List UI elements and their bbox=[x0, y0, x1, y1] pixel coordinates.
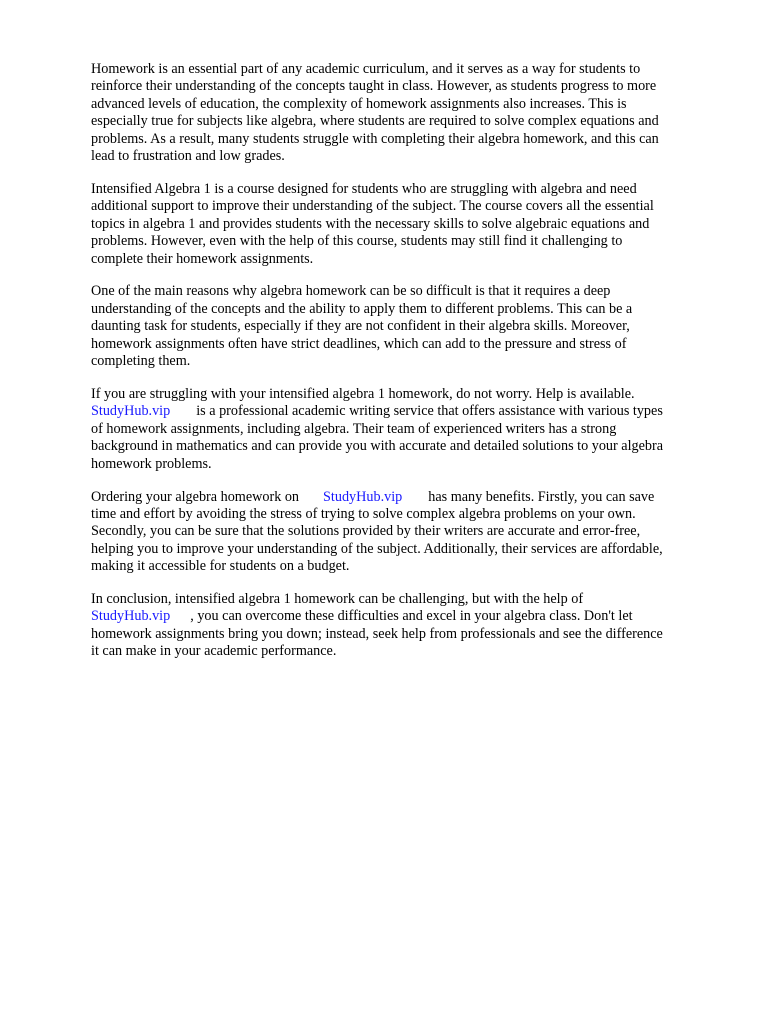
paragraph-conclusion bbox=[91, 591, 727, 661]
text-line bbox=[91, 489, 727, 506]
text-fragment: is a professional academic writing service that offers assistance with various types bbox=[196, 403, 663, 420]
studyhub-link[interactable]: StudyHub.vip bbox=[91, 608, 171, 625]
text-line: homework assignments often have strict deadlines, which can add to the pressure and stress of bbox=[91, 335, 627, 352]
paragraph-course bbox=[91, 181, 727, 268]
text-line: helping you to improve your understanding of the subject. Additionally, their services are affordable, bbox=[91, 540, 663, 557]
text-line: background in mathematics and can provide you with accurate and detailed solutions to your algebra bbox=[91, 438, 664, 455]
text-line: time and effort by avoiding the stress of trying to solve complex algebra problems on your own. bbox=[91, 505, 636, 522]
text-line: One of the main reasons why algebra homework can be so difficult is that it requires a deep bbox=[91, 283, 611, 300]
text-line: daunting task for students, especially if they are not confident in their algebra skills. Moreover, bbox=[91, 318, 630, 335]
paragraph-help bbox=[91, 386, 727, 473]
text-line: Homework is an essential part of any academic curriculum, and it serves as a way for students to bbox=[91, 61, 641, 77]
text-line bbox=[91, 608, 727, 625]
paragraph-difficulty bbox=[91, 283, 727, 370]
text-fragment: , you can overcome these difficulties and excel in your algebra class. Don't let bbox=[190, 608, 633, 625]
text-line: it can make in your academic performance. bbox=[91, 643, 337, 660]
paragraph-benefits bbox=[91, 489, 727, 576]
text-line: topics in algebra 1 and provides students with the necessary skills to solve algebraic equations and bbox=[91, 215, 650, 232]
text-line: making it accessible for students on a budget. bbox=[91, 558, 350, 575]
text-line: In conclusion, intensified algebra 1 homework can be challenging, but with the help of bbox=[91, 591, 584, 608]
text-line: Secondly, you can be sure that the solutions provided by their writers are accurate and error-free, bbox=[91, 523, 641, 540]
text-line: problems. However, even with the help of this course, students may still find it challenging to bbox=[91, 233, 623, 250]
text-line: especially true for subjects like algebra, where students are required to solve complex equations and bbox=[91, 113, 659, 130]
studyhub-link[interactable]: StudyHub.vip bbox=[323, 488, 403, 505]
document-body bbox=[91, 61, 727, 676]
text-line: If you are struggling with your intensified algebra 1 homework, do not worry. Help is available. bbox=[91, 386, 635, 402]
text-fragment: has many benefits. Firstly, you can save bbox=[428, 488, 655, 505]
text-line: complete their homework assignments. bbox=[91, 250, 314, 267]
text-line: problems. As a result, many students struggle with completing their algebra homework, and this can bbox=[91, 130, 659, 147]
text-line: reinforce their understanding of the concepts taught in class. However, as students progress to more bbox=[91, 78, 657, 95]
text-line: homework problems. bbox=[91, 455, 212, 472]
text-line: of homework assignments, including algebra. Their team of experienced writers has a strong bbox=[91, 420, 617, 437]
text-line: understanding of the concepts and the ability to apply them to different problems. This can be a bbox=[91, 300, 633, 317]
text-line bbox=[91, 403, 727, 420]
text-line: advanced levels of education, the complexity of homework assignments also increases. This is bbox=[91, 95, 627, 112]
text-line: additional support to improve their understanding of the subject. The course covers all the essential bbox=[91, 198, 654, 215]
text-fragment: Ordering your algebra homework on bbox=[91, 488, 300, 505]
text-line: lead to frustration and low grades. bbox=[91, 148, 285, 165]
studyhub-link[interactable]: StudyHub.vip bbox=[91, 403, 171, 420]
text-line: completing them. bbox=[91, 353, 191, 370]
paragraph-intro bbox=[91, 61, 727, 165]
text-line: Intensified Algebra 1 is a course designed for students who are struggling with algebra and need bbox=[91, 180, 637, 197]
text-line: homework assignments bring you down; instead, seek help from professionals and see the difference bbox=[91, 625, 663, 642]
